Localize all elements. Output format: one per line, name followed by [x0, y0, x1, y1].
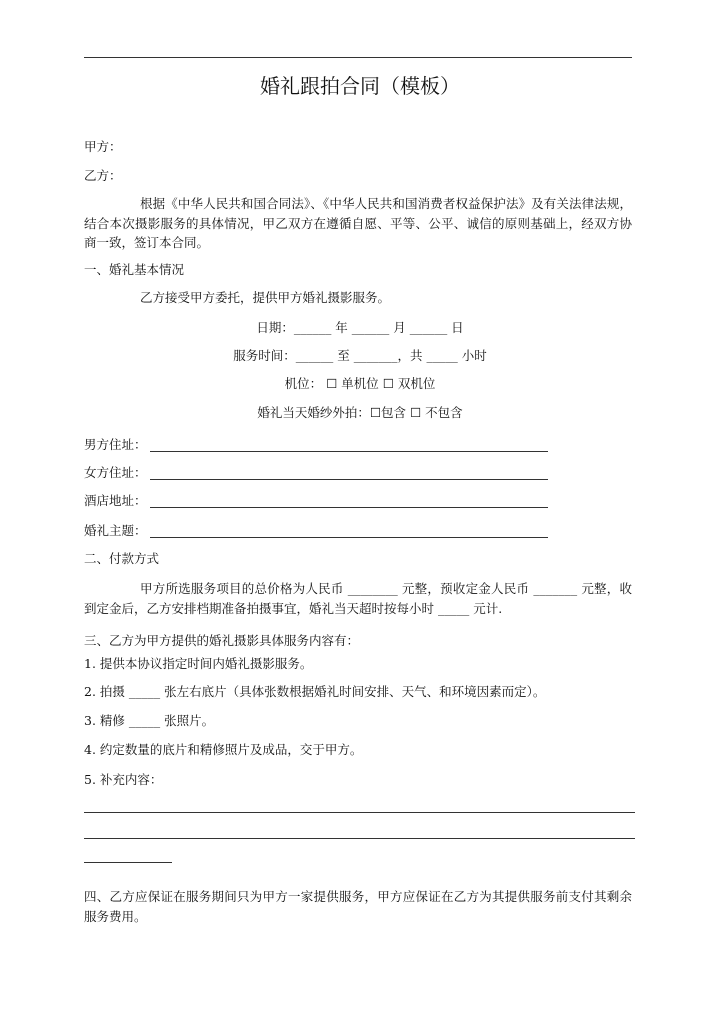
bride-address-line: [150, 479, 548, 480]
accept-text: 乙方接受甲方委托，提供甲方婚礼摄影服务。: [140, 290, 391, 305]
camera-options: 机位： ☐ 单机位 ☐ 双机位: [284, 376, 436, 391]
supplement-line-3: [84, 862, 172, 863]
service-item-4: 4. 约定数量的底片和精修照片及成品，交于甲方。: [84, 742, 363, 757]
service-item-1: 1. 提供本协议指定时间内婚礼摄影服务。: [84, 656, 313, 671]
groom-address-line: [150, 451, 548, 452]
supplement-line-1: [84, 812, 635, 813]
groom-address-label: 男方住址：: [84, 437, 147, 452]
hotel-address-label: 酒店地址：: [84, 493, 147, 508]
service-item-3: 3. 精修 _____ 张照片。: [84, 713, 215, 728]
service-item-2: 2. 拍摄 _____ 张左右底片（具体张数根据婚礼时间安排、天气、和环境因素而定）。: [84, 684, 546, 699]
bride-address-label: 女方住址：: [84, 465, 147, 480]
theme-label: 婚礼主题：: [84, 523, 147, 538]
service-time-field: 服务时间：______ 至 _______，共 _____ 小时: [233, 348, 487, 363]
section2-heading: 二、付款方式: [84, 551, 160, 566]
section1-heading: 一、婚礼基本情况: [84, 262, 185, 277]
service-item-5: 5. 补充内容：: [84, 772, 163, 787]
theme-line: [150, 537, 548, 538]
party-b-label: 乙方：: [84, 168, 122, 183]
header-rule: [84, 57, 632, 58]
outdoor-options: 婚礼当天婚纱外拍：☐包含 ☐ 不包含: [257, 405, 463, 420]
document-title: 婚礼跟拍合同（模板）: [260, 74, 460, 98]
date-field: 日期：______ 年 ______ 月 ______ 日: [256, 320, 464, 335]
intro-paragraph: 根据《中华人民共和国合同法》、《中华人民共和国消费者权益保护法》及有关法律法规，结合本次摄影服务的具体情况，甲乙双方在遵循自愿、平等、公平、诚信的原则基础上，经双方协商一致，签订本合同。: [84, 196, 632, 250]
supplement-line-2: [84, 838, 635, 839]
payment-paragraph: 甲方所选服务项目的总价格为人民币 ________ 元整，预收定金人民币 _______ 元整，收到定金后，乙方安排档期准备拍摄事宜，婚礼当天超时按每小时 _____ 元计.: [84, 581, 632, 616]
hotel-address-line: [150, 507, 548, 508]
section3-heading: 三、乙方为甲方提供的婚礼摄影具体服务内容有：: [84, 633, 360, 648]
party-a-label: 甲方：: [84, 139, 122, 154]
section4-paragraph: 四、乙方应保证在服务期间只为甲方一家提供服务，甲方应保证在乙方为其提供服务前支付其剩余服务费用。: [84, 889, 632, 924]
